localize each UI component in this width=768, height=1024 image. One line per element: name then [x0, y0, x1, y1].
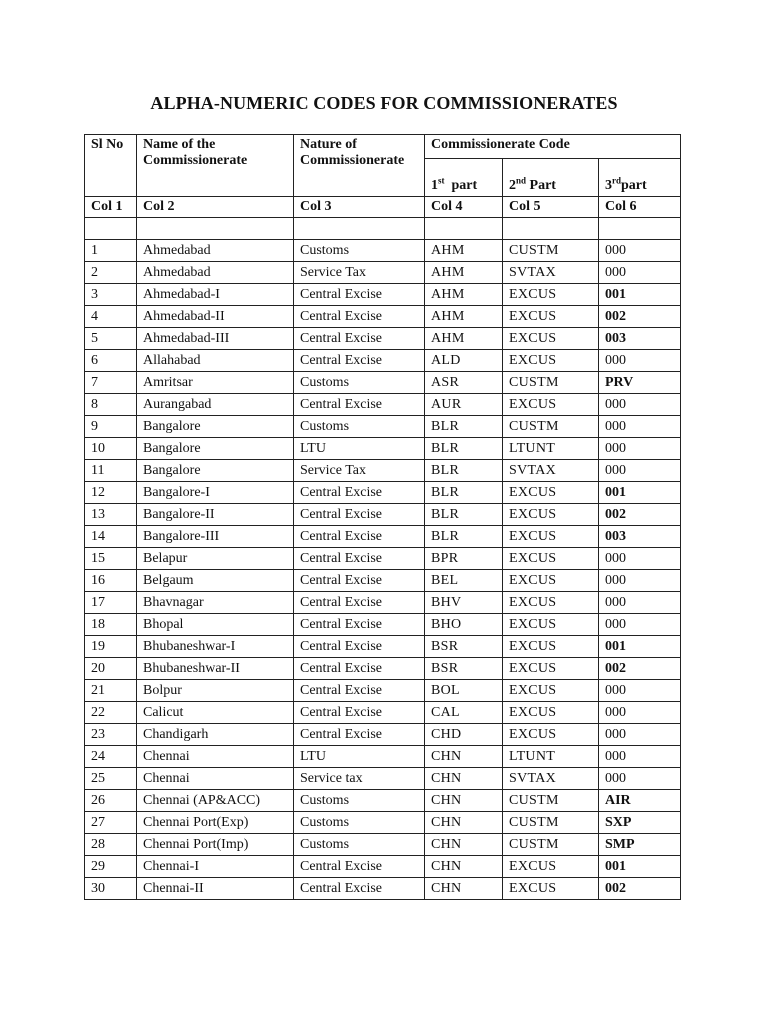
cell-part-3: 000 — [599, 350, 681, 372]
cell-part-1: CHN — [425, 856, 503, 878]
table-row — [85, 262, 681, 284]
cell-part-2: EXCUS — [503, 394, 599, 416]
cell-nature: Customs — [294, 372, 425, 394]
cell-sl-no: 9 — [85, 416, 137, 438]
header-code-group: Commissionerate Code — [425, 135, 681, 159]
cell-part-2: EXCUS — [503, 328, 599, 350]
cell-part-1: CHN — [425, 746, 503, 768]
cell-nature: LTU — [294, 438, 425, 460]
cell-name: Bangalore-I — [137, 482, 294, 504]
cell-part-1: ASR — [425, 372, 503, 394]
cell-name: Chennai Port(Exp) — [137, 812, 294, 834]
cell-part-3: 002 — [599, 306, 681, 328]
cell-nature: Customs — [294, 790, 425, 812]
cell-part-3: 000 — [599, 570, 681, 592]
cell-name: Bolpur — [137, 680, 294, 702]
cell-part-3: 003 — [599, 526, 681, 548]
col-label-1: Col 1 — [85, 197, 137, 218]
cell-sl-no: 15 — [85, 548, 137, 570]
cell-name: Amritsar — [137, 372, 294, 394]
cell-part-1: BHO — [425, 614, 503, 636]
cell-nature: Central Excise — [294, 394, 425, 416]
header-name-line1: Name of the — [143, 137, 216, 152]
cell-sl-no: 17 — [85, 592, 137, 614]
cell-sl-no: 6 — [85, 350, 137, 372]
cell-nature: Central Excise — [294, 878, 425, 900]
header-nature-line2: Commissionerate — [300, 153, 405, 168]
cell-name: Bhopal — [137, 614, 294, 636]
col-label-6: Col 6 — [599, 197, 681, 218]
cell-part-2: CUSTM — [503, 834, 599, 856]
cell-part-1: BEL — [425, 570, 503, 592]
cell-part-3: SXP — [599, 812, 681, 834]
cell-part-3: 001 — [599, 284, 681, 306]
cell-part-1: AHM — [425, 262, 503, 284]
cell-name: Belapur — [137, 548, 294, 570]
cell-part-2: EXCUS — [503, 856, 599, 878]
cell-part-1: CHN — [425, 812, 503, 834]
cell-name: Ahmedabad-III — [137, 328, 294, 350]
blank-spacer-row — [85, 218, 681, 240]
table-row — [85, 834, 681, 856]
cell-nature: Service Tax — [294, 262, 425, 284]
cell-part-1: ALD — [425, 350, 503, 372]
header-row-top — [85, 135, 681, 159]
cell-part-2: CUSTM — [503, 372, 599, 394]
table-row — [85, 812, 681, 834]
cell-part-2: LTUNT — [503, 438, 599, 460]
cell-nature: Central Excise — [294, 570, 425, 592]
table-row — [85, 306, 681, 328]
col-label-4: Col 4 — [425, 197, 503, 218]
cell-sl-no: 14 — [85, 526, 137, 548]
cell-part-2: EXCUS — [503, 482, 599, 504]
header-name — [137, 135, 294, 197]
table-row — [85, 394, 681, 416]
cell-part-3: 002 — [599, 878, 681, 900]
cell-part-3: 000 — [599, 438, 681, 460]
cell-part-2: EXCUS — [503, 504, 599, 526]
cell-nature: Central Excise — [294, 680, 425, 702]
cell-name: Chennai Port(Imp) — [137, 834, 294, 856]
cell-part-2: LTUNT — [503, 746, 599, 768]
cell-nature: Central Excise — [294, 636, 425, 658]
cell-part-1: BLR — [425, 526, 503, 548]
cell-part-2: EXCUS — [503, 878, 599, 900]
cell-part-1: AHM — [425, 240, 503, 262]
cell-part-1: BLR — [425, 482, 503, 504]
cell-part-1: BLR — [425, 460, 503, 482]
cell-part-2: EXCUS — [503, 350, 599, 372]
cell-sl-no: 28 — [85, 834, 137, 856]
cell-part-3: 002 — [599, 504, 681, 526]
cell-name: Chennai (AP&ACC) — [137, 790, 294, 812]
cell-part-2: EXCUS — [503, 636, 599, 658]
cell-part-3: 000 — [599, 746, 681, 768]
cell-sl-no: 7 — [85, 372, 137, 394]
cell-sl-no: 22 — [85, 702, 137, 724]
cell-part-2: EXCUS — [503, 306, 599, 328]
cell-nature: Central Excise — [294, 614, 425, 636]
cell-part-2: SVTAX — [503, 460, 599, 482]
cell-part-1: BLR — [425, 416, 503, 438]
cell-name: Bhubaneshwar-II — [137, 658, 294, 680]
table-row — [85, 350, 681, 372]
cell-name: Ahmedabad — [137, 262, 294, 284]
cell-sl-no: 30 — [85, 878, 137, 900]
cell-nature: Central Excise — [294, 724, 425, 746]
cell-part-3: 000 — [599, 548, 681, 570]
cell-nature: Central Excise — [294, 328, 425, 350]
cell-name: Bangalore — [137, 438, 294, 460]
cell-sl-no: 23 — [85, 724, 137, 746]
cell-part-3: 000 — [599, 702, 681, 724]
cell-part-1: AUR — [425, 394, 503, 416]
cell-part-2: EXCUS — [503, 548, 599, 570]
cell-part-1: CHN — [425, 790, 503, 812]
table-row — [85, 724, 681, 746]
column-number-row — [85, 197, 681, 218]
cell-part-2: EXCUS — [503, 702, 599, 724]
cell-name: Chandigarh — [137, 724, 294, 746]
cell-name: Allahabad — [137, 350, 294, 372]
cell-nature: Customs — [294, 240, 425, 262]
cell-part-2: EXCUS — [503, 658, 599, 680]
cell-part-2: EXCUS — [503, 724, 599, 746]
cell-sl-no: 16 — [85, 570, 137, 592]
cell-sl-no: 29 — [85, 856, 137, 878]
cell-name: Bhubaneshwar-I — [137, 636, 294, 658]
cell-part-3: 000 — [599, 262, 681, 284]
cell-nature: Central Excise — [294, 306, 425, 328]
table-row — [85, 416, 681, 438]
cell-part-1: BLR — [425, 438, 503, 460]
header-part-2: 2nd Part — [503, 159, 599, 197]
cell-sl-no: 24 — [85, 746, 137, 768]
cell-sl-no: 3 — [85, 284, 137, 306]
cell-part-2: EXCUS — [503, 680, 599, 702]
cell-name: Ahmedabad-II — [137, 306, 294, 328]
cell-sl-no: 26 — [85, 790, 137, 812]
table-row — [85, 328, 681, 350]
cell-part-3: 001 — [599, 482, 681, 504]
cell-part-3: 000 — [599, 614, 681, 636]
cell-part-1: CHN — [425, 834, 503, 856]
cell-part-2: EXCUS — [503, 526, 599, 548]
cell-name: Bhavnagar — [137, 592, 294, 614]
cell-nature: Central Excise — [294, 526, 425, 548]
cell-nature: Central Excise — [294, 702, 425, 724]
col-label-2: Col 2 — [137, 197, 294, 218]
cell-name: Ahmedabad — [137, 240, 294, 262]
cell-part-2: SVTAX — [503, 262, 599, 284]
cell-sl-no: 20 — [85, 658, 137, 680]
table-row — [85, 658, 681, 680]
cell-sl-no: 10 — [85, 438, 137, 460]
table-row — [85, 570, 681, 592]
table-row — [85, 240, 681, 262]
cell-name: Bangalore — [137, 460, 294, 482]
cell-sl-no: 12 — [85, 482, 137, 504]
cell-name: Aurangabad — [137, 394, 294, 416]
cell-nature: Service Tax — [294, 460, 425, 482]
cell-sl-no: 25 — [85, 768, 137, 790]
col-label-5: Col 5 — [503, 197, 599, 218]
cell-part-2: EXCUS — [503, 284, 599, 306]
cell-part-2: CUSTM — [503, 790, 599, 812]
cell-nature: LTU — [294, 746, 425, 768]
table-row — [85, 284, 681, 306]
table-row — [85, 746, 681, 768]
cell-sl-no: 18 — [85, 614, 137, 636]
cell-part-3: AIR — [599, 790, 681, 812]
cell-part-1: CHN — [425, 768, 503, 790]
cell-nature: Central Excise — [294, 548, 425, 570]
table-row — [85, 768, 681, 790]
cell-nature: Service tax — [294, 768, 425, 790]
cell-part-2: EXCUS — [503, 592, 599, 614]
cell-part-1: BOL — [425, 680, 503, 702]
cell-name: Calicut — [137, 702, 294, 724]
cell-part-1: BHV — [425, 592, 503, 614]
cell-name: Chennai-I — [137, 856, 294, 878]
cell-name: Ahmedabad-I — [137, 284, 294, 306]
cell-nature: Central Excise — [294, 856, 425, 878]
cell-part-3: SMP — [599, 834, 681, 856]
cell-sl-no: 5 — [85, 328, 137, 350]
table-row — [85, 790, 681, 812]
col-label-3: Col 3 — [294, 197, 425, 218]
cell-part-1: CHD — [425, 724, 503, 746]
cell-nature: Central Excise — [294, 658, 425, 680]
cell-part-3: 003 — [599, 328, 681, 350]
table-row — [85, 372, 681, 394]
cell-part-3: 001 — [599, 856, 681, 878]
table-row — [85, 702, 681, 724]
table-row — [85, 856, 681, 878]
cell-part-2: CUSTM — [503, 812, 599, 834]
cell-part-3: 000 — [599, 768, 681, 790]
cell-part-3: 000 — [599, 680, 681, 702]
cell-part-3: 002 — [599, 658, 681, 680]
table-row — [85, 680, 681, 702]
cell-sl-no: 13 — [85, 504, 137, 526]
table-row — [85, 482, 681, 504]
cell-nature: Customs — [294, 834, 425, 856]
header-nature-line1: Nature of — [300, 137, 357, 152]
table-row — [85, 636, 681, 658]
cell-nature: Central Excise — [294, 350, 425, 372]
cell-sl-no: 27 — [85, 812, 137, 834]
header-part-1: 1st part — [425, 159, 503, 197]
table-row — [85, 878, 681, 900]
cell-part-1: BSR — [425, 658, 503, 680]
cell-part-2: CUSTM — [503, 240, 599, 262]
header-nature — [294, 135, 425, 197]
cell-nature: Central Excise — [294, 482, 425, 504]
header-name-line2: Commissionerate — [143, 153, 248, 168]
cell-name: Bangalore — [137, 416, 294, 438]
cell-part-1: BSR — [425, 636, 503, 658]
cell-part-1: AHM — [425, 328, 503, 350]
cell-part-1: AHM — [425, 284, 503, 306]
cell-part-3: 000 — [599, 724, 681, 746]
cell-part-2: EXCUS — [503, 614, 599, 636]
table-row — [85, 438, 681, 460]
cell-sl-no: 21 — [85, 680, 137, 702]
cell-name: Chennai — [137, 746, 294, 768]
cell-nature: Customs — [294, 416, 425, 438]
table-row — [85, 504, 681, 526]
cell-name: Chennai-II — [137, 878, 294, 900]
page-title: ALPHA-NUMERIC CODES FOR COMMISSIONERATES — [150, 93, 618, 113]
cell-nature: Central Excise — [294, 592, 425, 614]
cell-part-1: BLR — [425, 504, 503, 526]
cell-sl-no: 11 — [85, 460, 137, 482]
table-row — [85, 592, 681, 614]
cell-sl-no: 2 — [85, 262, 137, 284]
commissionerate-codes-table — [84, 134, 681, 900]
cell-part-3: 000 — [599, 240, 681, 262]
cell-name: Belgaum — [137, 570, 294, 592]
cell-part-3: 000 — [599, 592, 681, 614]
cell-part-1: BPR — [425, 548, 503, 570]
cell-part-1: CAL — [425, 702, 503, 724]
header-sl-no: Sl No — [85, 135, 137, 197]
cell-part-2: SVTAX — [503, 768, 599, 790]
cell-name: Bangalore-III — [137, 526, 294, 548]
cell-sl-no: 4 — [85, 306, 137, 328]
cell-name: Chennai — [137, 768, 294, 790]
cell-part-3: 000 — [599, 460, 681, 482]
cell-part-3: 000 — [599, 394, 681, 416]
cell-nature: Central Excise — [294, 284, 425, 306]
cell-part-3: 000 — [599, 416, 681, 438]
cell-part-3: 001 — [599, 636, 681, 658]
header-part-3: 3rdpart — [599, 159, 681, 197]
table-row — [85, 614, 681, 636]
cell-part-1: AHM — [425, 306, 503, 328]
cell-name: Bangalore-II — [137, 504, 294, 526]
cell-part-2: CUSTM — [503, 416, 599, 438]
table-row — [85, 548, 681, 570]
cell-sl-no: 8 — [85, 394, 137, 416]
cell-sl-no: 1 — [85, 240, 137, 262]
cell-nature: Customs — [294, 812, 425, 834]
cell-part-2: EXCUS — [503, 570, 599, 592]
cell-part-3: PRV — [599, 372, 681, 394]
table-row — [85, 460, 681, 482]
table-row — [85, 526, 681, 548]
cell-nature: Central Excise — [294, 504, 425, 526]
cell-sl-no: 19 — [85, 636, 137, 658]
cell-part-1: CHN — [425, 878, 503, 900]
